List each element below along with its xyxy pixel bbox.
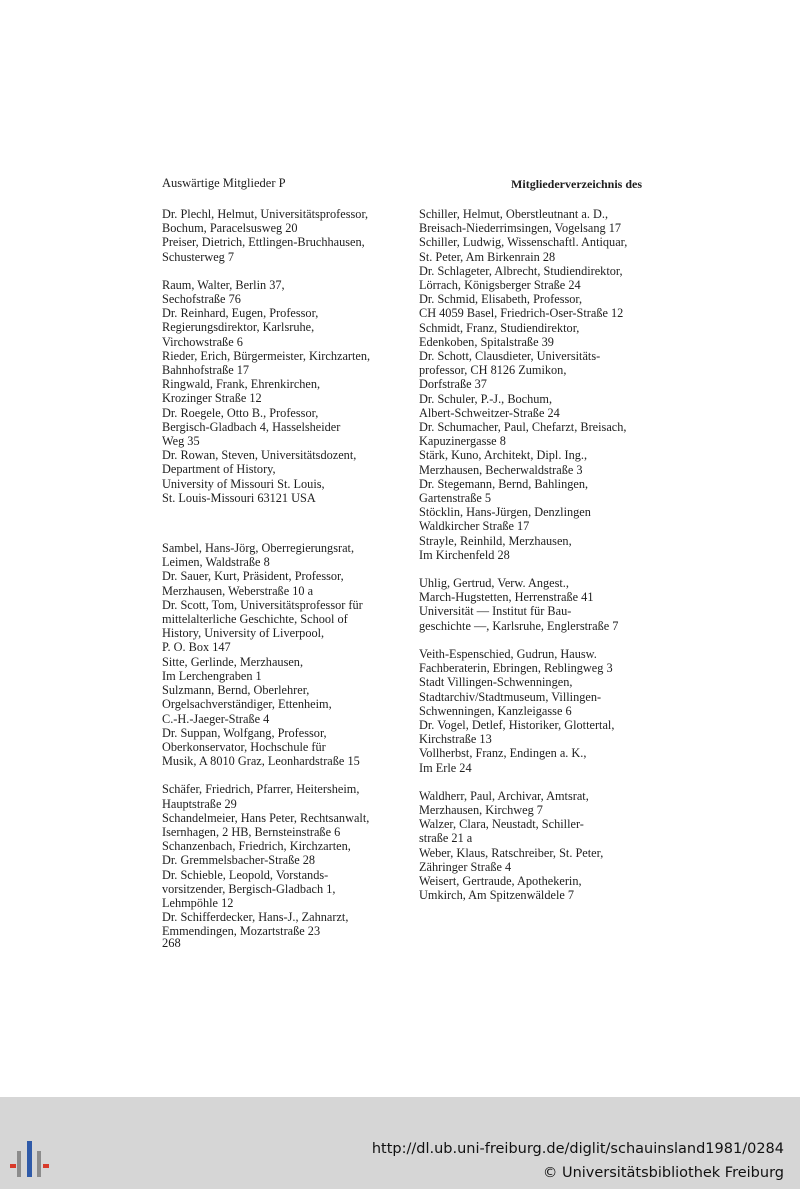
member-address-line: March-Hugstetten, Herrenstraße 41 — [419, 590, 594, 605]
member-address-line: St. Peter, Am Birkenrain 28 — [419, 249, 556, 264]
member-address-line: Im Kirchenfeld 28 — [419, 547, 510, 562]
member-entry — [419, 874, 651, 902]
member-address-line: Kirchstraße 13 — [419, 732, 492, 747]
member-name-line: Preiser, Dietrich, Ettlingen-Bruchhausen, — [162, 235, 365, 250]
member-name-line: Dr. Schuler, P.-J., Bochum, — [419, 391, 553, 406]
member-name-line: Stärk, Kuno, Architekt, Dipl. Ing., — [419, 448, 588, 463]
member-address-line: Dorfstraße 37 — [419, 377, 487, 392]
member-address-line: straße 21 a — [419, 831, 473, 846]
document-url-link[interactable]: http://dl.ub.uni-freiburg.de/diglit/schauinsland1981/0284 — [371, 1141, 784, 1157]
member-entry — [419, 505, 651, 533]
member-entry — [162, 349, 400, 377]
member-name-line: Schmidt, Franz, Studiendirektor, — [419, 320, 580, 335]
member-name-line: Schandelmeier, Hans Peter, Rechtsanwalt, — [162, 810, 370, 825]
member-list-left-column — [162, 207, 400, 939]
member-name-line: Dr. Schifferdecker, Hans-J., Zahnarzt, — [162, 910, 349, 925]
member-name-line: Dr. Sauer, Kurt, Präsident, Professor, — [162, 569, 344, 584]
viewer-footer — [0, 1097, 800, 1189]
member-name-line: Schiller, Helmut, Oberstleutnant a. D., — [419, 207, 609, 221]
member-entry — [419, 420, 651, 448]
member-entry — [419, 392, 651, 420]
member-entry — [419, 235, 651, 263]
member-entry — [162, 598, 400, 655]
member-address-line: Orgelsachverständiger, Ettenheim, — [162, 697, 332, 712]
member-address-line: Fachberaterin, Ebringen, Reblingweg 3 — [419, 661, 613, 676]
member-name-line: Dr. Vogel, Detlef, Historiker, Glottertal, — [419, 717, 615, 732]
member-entry — [162, 726, 400, 769]
section-spacer — [419, 562, 651, 576]
member-address-line: Virchowstraße 6 — [162, 334, 243, 349]
member-address-line: Kapuzinergasse 8 — [419, 434, 506, 449]
member-entry — [419, 846, 651, 874]
member-address-line: Lehmpöhle 12 — [162, 895, 234, 910]
member-entry — [162, 683, 400, 726]
member-entry — [419, 604, 651, 632]
member-name-line: Stadt Villingen-Schwenningen, — [419, 675, 573, 690]
member-address-line: Bahnhofstraße 17 — [162, 363, 250, 378]
member-entry — [162, 406, 400, 449]
member-name-line: Schiller, Ludwig, Wissenschaftl. Antiquar, — [419, 235, 628, 250]
page-number: 268 — [162, 936, 181, 950]
member-name-line: Sambel, Hans-Jörg, Oberregierungsrat, — [162, 541, 355, 556]
member-name-line: Ringwald, Frank, Ehrenkirchen, — [162, 377, 321, 392]
member-entry — [419, 448, 651, 476]
member-address-line: Sechofstraße 76 — [162, 292, 241, 307]
running-header-right: Mitgliederverzeichnis des — [511, 177, 642, 191]
member-entry — [419, 817, 651, 845]
member-address-line: Dr. Gremmelsbacher-Straße 28 — [162, 853, 316, 868]
member-address-line: mittelalterliche Geschichte, School of — [162, 612, 348, 627]
member-address-line: Zähringer Straße 4 — [419, 859, 512, 874]
member-entry — [162, 278, 400, 306]
member-address-line: Edenkoben, Spitalstraße 39 — [419, 334, 554, 349]
member-address-line: Merzhausen, Weberstraße 10 a — [162, 583, 314, 598]
member-entry — [162, 910, 400, 938]
member-name-line: Sulzmann, Bernd, Oberlehrer, — [162, 683, 310, 698]
member-address-line: Waldkircher Straße 17 — [419, 519, 530, 534]
member-entry — [419, 292, 651, 320]
member-name-line: Dr. Roegele, Otto B., Professor, — [162, 405, 319, 420]
member-name-line: Weisert, Gertraude, Apothekerin, — [419, 873, 582, 888]
section-spacer — [162, 505, 400, 541]
section-spacer — [162, 264, 400, 278]
member-address-line: P. O. Box 147 — [162, 640, 231, 655]
section-spacer — [162, 768, 400, 782]
member-list-right-column — [419, 207, 651, 902]
member-address-line: St. Louis-Missouri 63121 USA — [162, 490, 316, 505]
member-name-line: Dr. Reinhard, Eugen, Professor, — [162, 306, 319, 321]
member-name-line: Schanzenbach, Friedrich, Kirchzarten, — [162, 839, 351, 854]
member-address-line: Umkirch, Am Spitzenwäldele 7 — [419, 888, 575, 903]
member-name-line: Stöcklin, Hans-Jürgen, Denzlingen — [419, 505, 591, 520]
member-name-line: Schäfer, Friedrich, Pfarrer, Heitersheim, — [162, 782, 360, 797]
member-address-line: Isernhagen, 2 HB, Bernsteinstraße 6 — [162, 824, 341, 839]
member-address-line: Stadtarchiv/Stadtmuseum, Villingen- — [419, 689, 602, 704]
member-name-line: Strayle, Reinhild, Merzhausen, — [419, 533, 572, 548]
member-entry — [419, 746, 651, 774]
member-name-line: Dr. Schlageter, Albrecht, Studiendirektor, — [419, 263, 623, 278]
member-name-line: Raum, Walter, Berlin 37, — [162, 277, 285, 292]
member-name-line: Walzer, Clara, Neustadt, Schiller- — [419, 817, 584, 832]
member-name-line: Dr. Schott, Clausdieter, Universitäts- — [419, 349, 601, 364]
member-name-line: Uhlig, Gertrud, Verw. Angest., — [419, 576, 569, 591]
member-address-line: Leimen, Waldstraße 8 — [162, 555, 270, 570]
member-address-line: Hauptstraße 29 — [162, 796, 237, 811]
member-entry — [419, 321, 651, 349]
member-entry — [162, 569, 400, 597]
member-name-line: Sitte, Gerlinde, Merzhausen, — [162, 654, 304, 669]
member-entry — [419, 789, 651, 817]
member-address-line: professor, CH 8126 Zumikon, — [419, 363, 567, 378]
member-entry — [162, 839, 400, 867]
member-address-line: Schusterweg 7 — [162, 249, 235, 264]
member-entry — [162, 235, 400, 263]
member-entry — [162, 868, 400, 911]
member-name-line: Dr. Rowan, Steven, Universitätsdozent, — [162, 448, 357, 463]
member-address-line: History, University of Liverpool, — [162, 626, 325, 641]
member-address-line: Regierungsdirektor, Karlsruhe, — [162, 320, 315, 335]
member-address-line: Weg 35 — [162, 434, 200, 449]
member-address-line: Krozinger Straße 12 — [162, 391, 262, 406]
member-address-line: Emmendingen, Mozartstraße 23 — [162, 924, 321, 939]
member-name-line: Dr. Schmid, Elisabeth, Professor, — [419, 292, 583, 307]
member-address-line: CH 4059 Basel, Friedrich-Oser-Straße 12 — [419, 306, 624, 321]
member-address-line: C.-H.-Jaeger-Straße 4 — [162, 711, 270, 726]
member-entry — [162, 377, 400, 405]
ub-freiburg-logo-icon — [10, 1141, 52, 1181]
member-name-line: Universität — Institut für Bau- — [419, 604, 572, 619]
member-entry — [162, 811, 400, 839]
member-address-line: University of Missouri St. Louis, — [162, 476, 325, 491]
member-address-line: Merzhausen, Kirchweg 7 — [419, 802, 543, 817]
member-entry — [419, 349, 651, 392]
member-name-line: Weber, Klaus, Ratschreiber, St. Peter, — [419, 845, 604, 860]
member-entry — [419, 675, 651, 718]
member-address-line: Bochum, Paracelsusweg 20 — [162, 221, 298, 236]
member-entry — [162, 782, 400, 810]
member-entry — [419, 207, 651, 235]
member-address-line: Bergisch-Gladbach 4, Hasselsheider — [162, 419, 341, 434]
member-entry — [419, 534, 651, 562]
member-name-line: Dr. Suppan, Wolfgang, Professor, — [162, 725, 327, 740]
member-address-line: Im Lerchengraben 1 — [162, 668, 262, 683]
member-name-line: Dr. Plechl, Helmut, Universitätsprofessor, — [162, 207, 369, 221]
member-name-line: Vollherbst, Franz, Endingen a. K., — [419, 746, 587, 761]
member-name-line: Veith-Espenschied, Gudrun, Hausw. — [419, 646, 597, 661]
member-address-line: geschichte —, Karlsruhe, Englerstraße 7 — [419, 618, 619, 633]
section-spacer — [419, 633, 651, 647]
member-entry — [419, 477, 651, 505]
member-entry — [162, 207, 400, 235]
member-entry — [162, 448, 400, 505]
member-name-line: Rieder, Erich, Bürgermeister, Kirchzarten, — [162, 348, 371, 363]
member-address-line: Lörrach, Königsberger Straße 24 — [419, 278, 581, 293]
member-address-line: Musik, A 8010 Graz, Leonhardstraße 15 — [162, 754, 360, 769]
member-address-line: Im Erle 24 — [419, 760, 472, 775]
member-address-line: Oberkonservator, Hochschule für — [162, 739, 326, 754]
running-header-left: Auswärtige Mitglieder P — [162, 176, 286, 190]
member-address-line: Department of History, — [162, 462, 276, 477]
member-name-line: Dr. Scott, Tom, Universitätsprofessor für — [162, 597, 363, 612]
member-entry — [419, 647, 651, 675]
member-name-line: Waldherr, Paul, Archivar, Amtsrat, — [419, 788, 589, 803]
member-address-line: Breisach-Niederrimsingen, Vogelsang 17 — [419, 221, 622, 236]
member-address-line: Merzhausen, Becherwaldstraße 3 — [419, 462, 583, 477]
member-entry — [419, 576, 651, 604]
member-name-line: Dr. Schieble, Leopold, Vorstands- — [162, 867, 329, 882]
copyright-notice: © Universitätsbibliothek Freiburg — [542, 1165, 784, 1181]
member-address-line: Gartenstraße 5 — [419, 491, 492, 506]
member-entry — [162, 655, 400, 683]
member-name-line: Dr. Schumacher, Paul, Chefarzt, Breisach, — [419, 420, 627, 435]
section-spacer — [419, 775, 651, 789]
member-entry — [162, 541, 400, 569]
member-entry — [162, 306, 400, 349]
member-address-line: Schwenningen, Kanzleigasse 6 — [419, 703, 572, 718]
member-name-line: Dr. Stegemann, Bernd, Bahlingen, — [419, 476, 589, 491]
member-entry — [419, 718, 651, 746]
member-address-line: vorsitzender, Bergisch-Gladbach 1, — [162, 881, 336, 896]
member-address-line: Albert-Schweitzer-Straße 24 — [419, 405, 560, 420]
member-entry — [419, 264, 651, 292]
